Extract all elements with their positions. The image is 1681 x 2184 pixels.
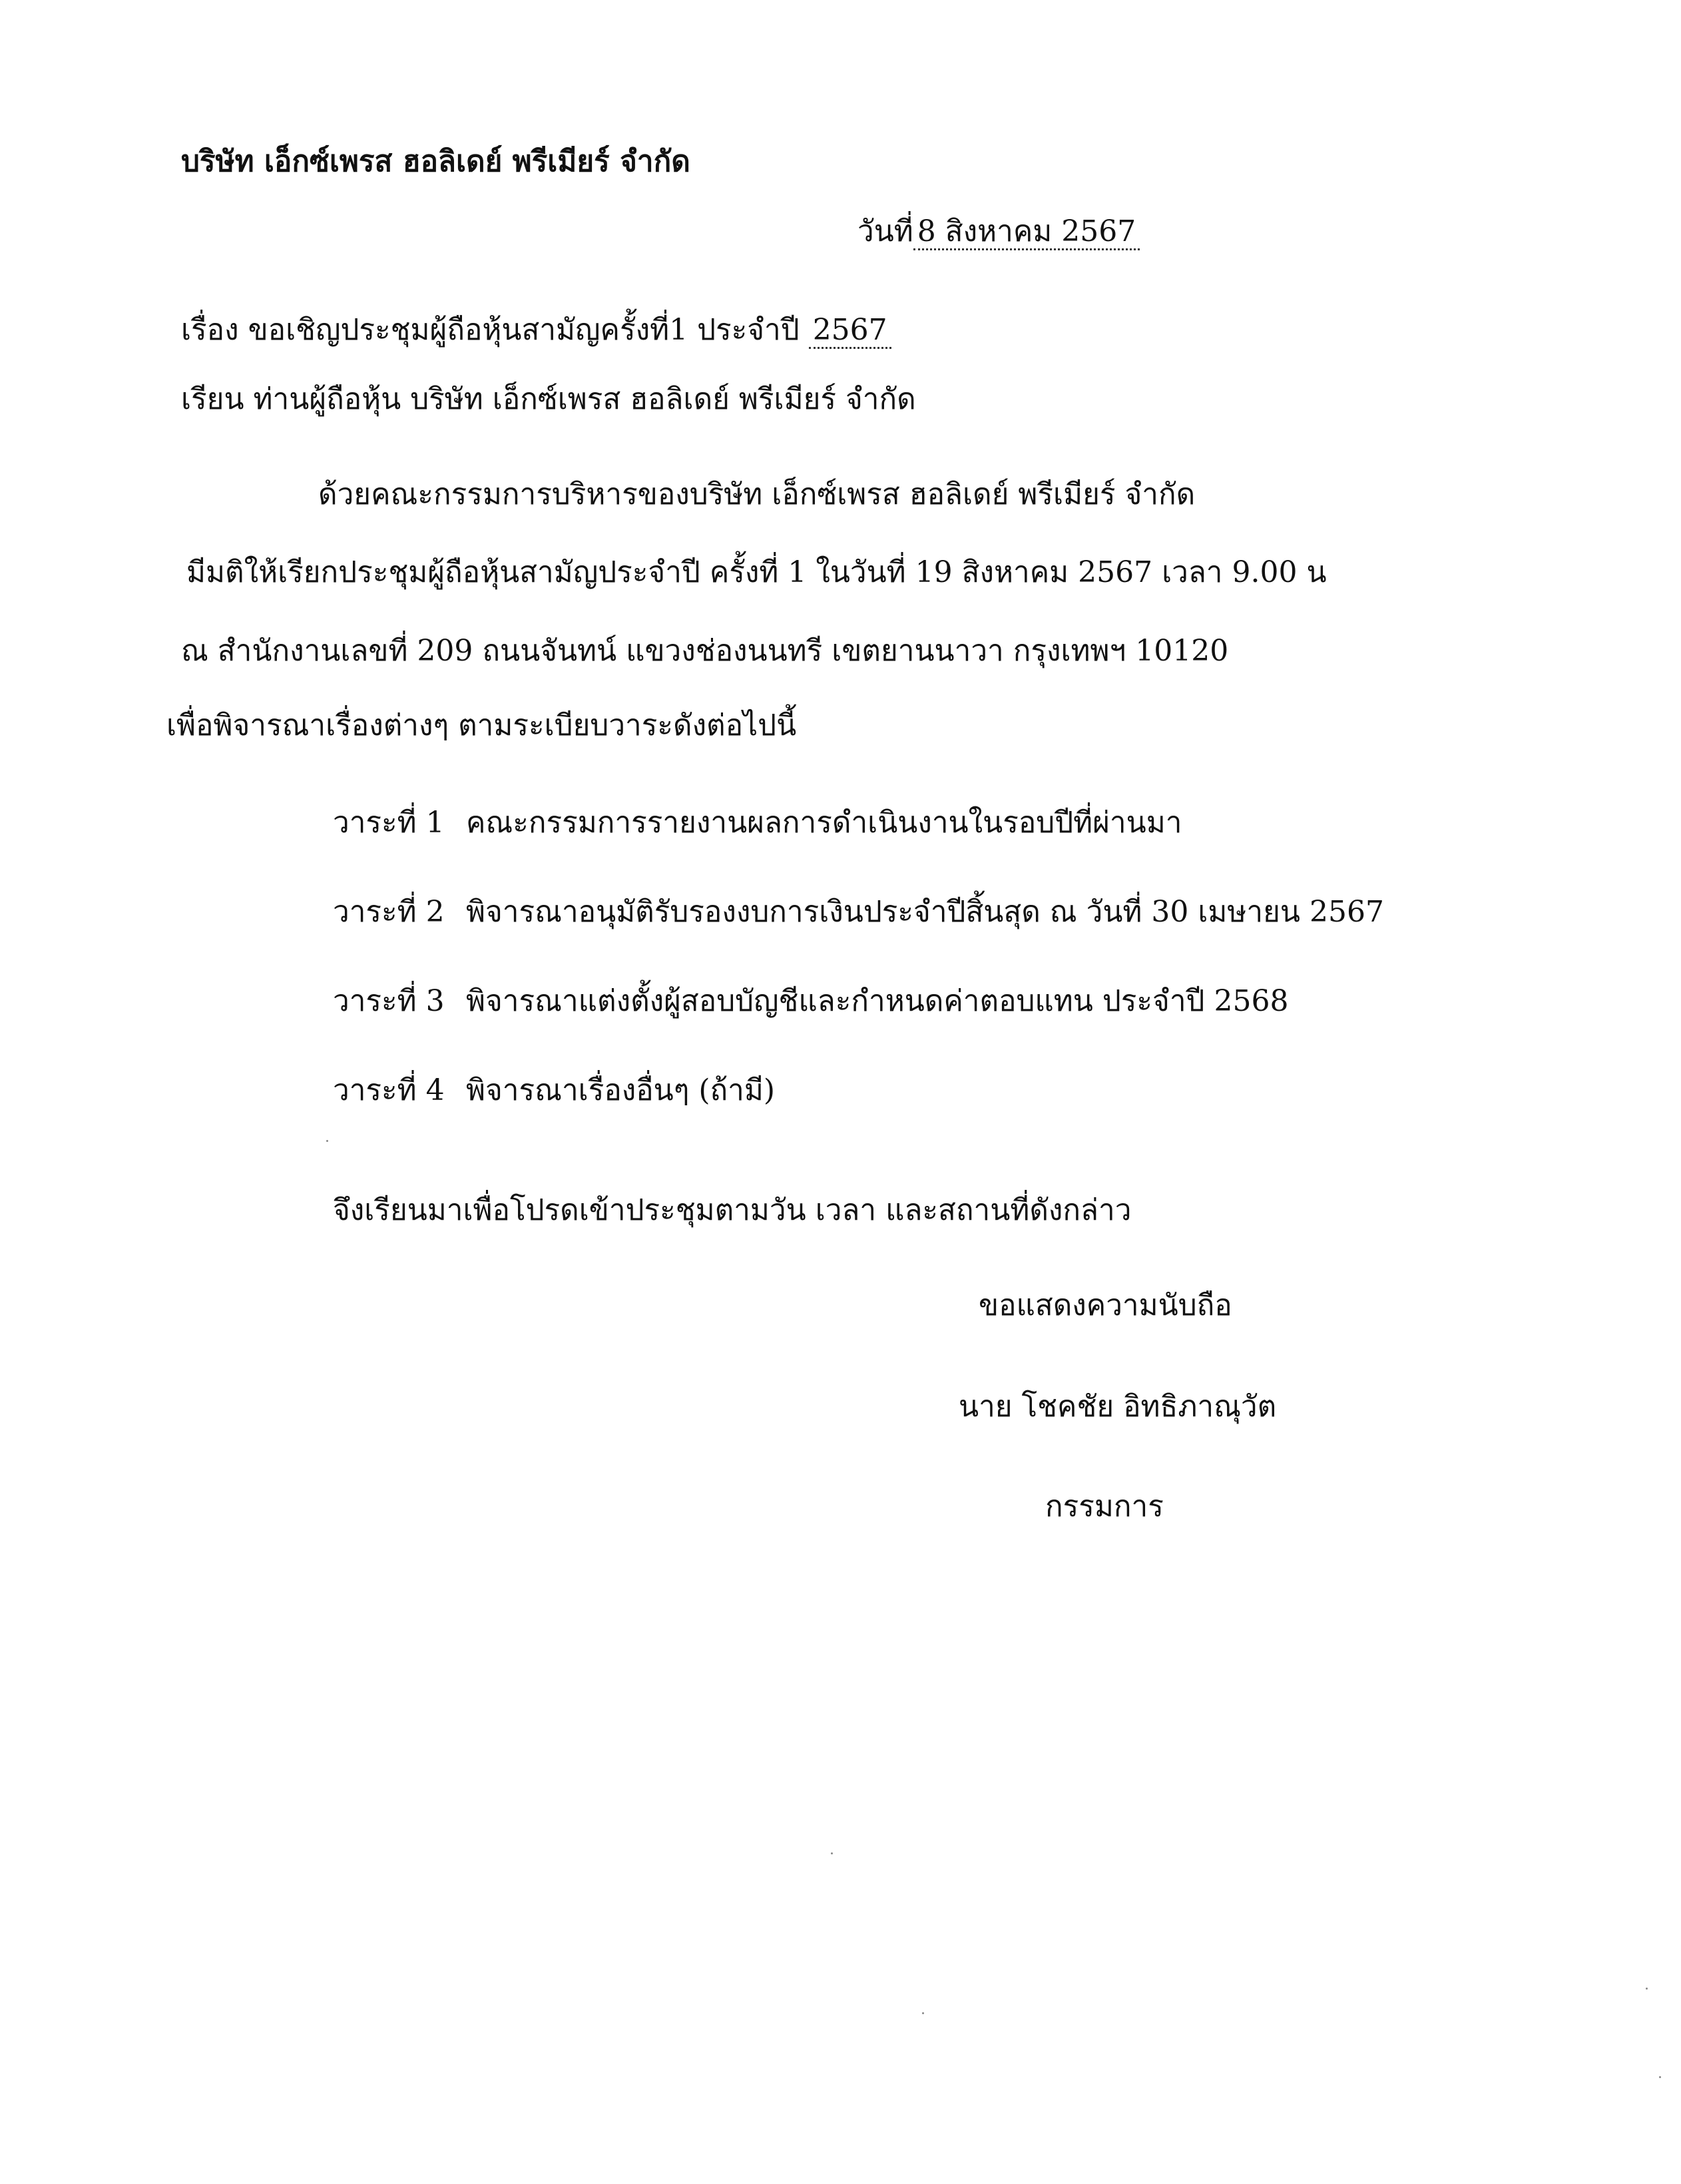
date-label: วันที่: [857, 214, 913, 248]
scan-speck: [831, 1852, 833, 1854]
scan-speck: [326, 1140, 328, 1142]
subject-year: 2567: [809, 313, 891, 349]
agenda-item-label: วาระที่ 1: [333, 806, 445, 840]
agenda-item-text: คณะกรรมการรายงานผลการดำเนินงานในรอบปีที่ผ่านมา: [466, 806, 1182, 840]
scan-speck: [922, 2012, 924, 2014]
subject-text: ขอเชิญประชุมผู้ถือหุ้นสามัญครั้งที่1 ประจำปี: [248, 313, 800, 347]
letter-date: [857, 213, 1140, 250]
signer-title: กรรมการ: [1045, 1490, 1164, 1523]
signer-name: นาย โชคชัย อิทธิภาณุวัต: [959, 1390, 1277, 1424]
body-line-1: ด้วยคณะกรรมการบริหารของบริษัท เอ็กซ์เพรส ฮอลิเดย์ พรีเมียร์ จำกัด: [318, 477, 1196, 511]
agenda-item-label: วาระที่ 2: [333, 895, 445, 929]
agenda-item: [333, 804, 1182, 842]
to-line: [181, 381, 916, 418]
to-text: ท่านผู้ถือหุ้น บริษัท เอ็กซ์เพรส ฮอลิเดย์ พรีเมียร์ จำกัด: [253, 382, 916, 416]
scan-speck: [1646, 1988, 1648, 1990]
agenda-item-text: พิจารณาอนุมัติรับรองงบการเงินประจำปีสิ้นสุด ณ วันที่ 30 เมษายน 2567: [466, 895, 1384, 929]
body-line-4: เพื่อพิจารณาเรื่องต่างๆ ตามระเบียบวาระดังต่อไปนี้: [166, 708, 797, 742]
body-line-3: ณ สำนักงานเลขที่ 209 ถนนจันทน์ แขวงช่องนนทรี เขตยานนาวา กรุงเทพฯ 10120: [181, 634, 1229, 668]
company-header: บริษัท เอ็กซ์เพรส ฮอลิเดย์ พรีเมียร์ จำกัด: [181, 144, 690, 178]
agenda-item-text: พิจารณาแต่งตั้งผู้สอบบัญชีและกำหนดค่าตอบแทน ประจำปี 2568: [466, 984, 1289, 1018]
to-label: เรียน: [181, 382, 244, 416]
date-value: 8 สิงหาคม 2567: [913, 214, 1140, 250]
agenda-item-text: พิจารณาเรื่องอื่นๆ (ถ้ามี): [466, 1073, 776, 1107]
subject-line: [181, 312, 891, 349]
scan-speck: [1659, 2076, 1661, 2078]
body-line-2: มีมติให้เรียกประชุมผู้ถือหุ้นสามัญประจำปี ครั้งที่ 1 ในวันที่ 19 สิงหาคม 2567 เวลา 9.00 น: [186, 555, 1327, 589]
agenda-item: [333, 1072, 775, 1109]
closing-line: จึงเรียนมาเพื่อโปรดเข้าประชุมตามวัน เวลา และสถานที่ดังกล่าว: [333, 1193, 1132, 1227]
regards: ขอแสดงความนับถือ: [979, 1288, 1232, 1322]
agenda-item: [333, 983, 1288, 1020]
agenda-item-label: วาระที่ 4: [333, 1073, 445, 1107]
subject-label: เรื่อง: [181, 313, 239, 347]
agenda-item-label: วาระที่ 3: [333, 984, 445, 1018]
agenda-item: [333, 894, 1384, 931]
